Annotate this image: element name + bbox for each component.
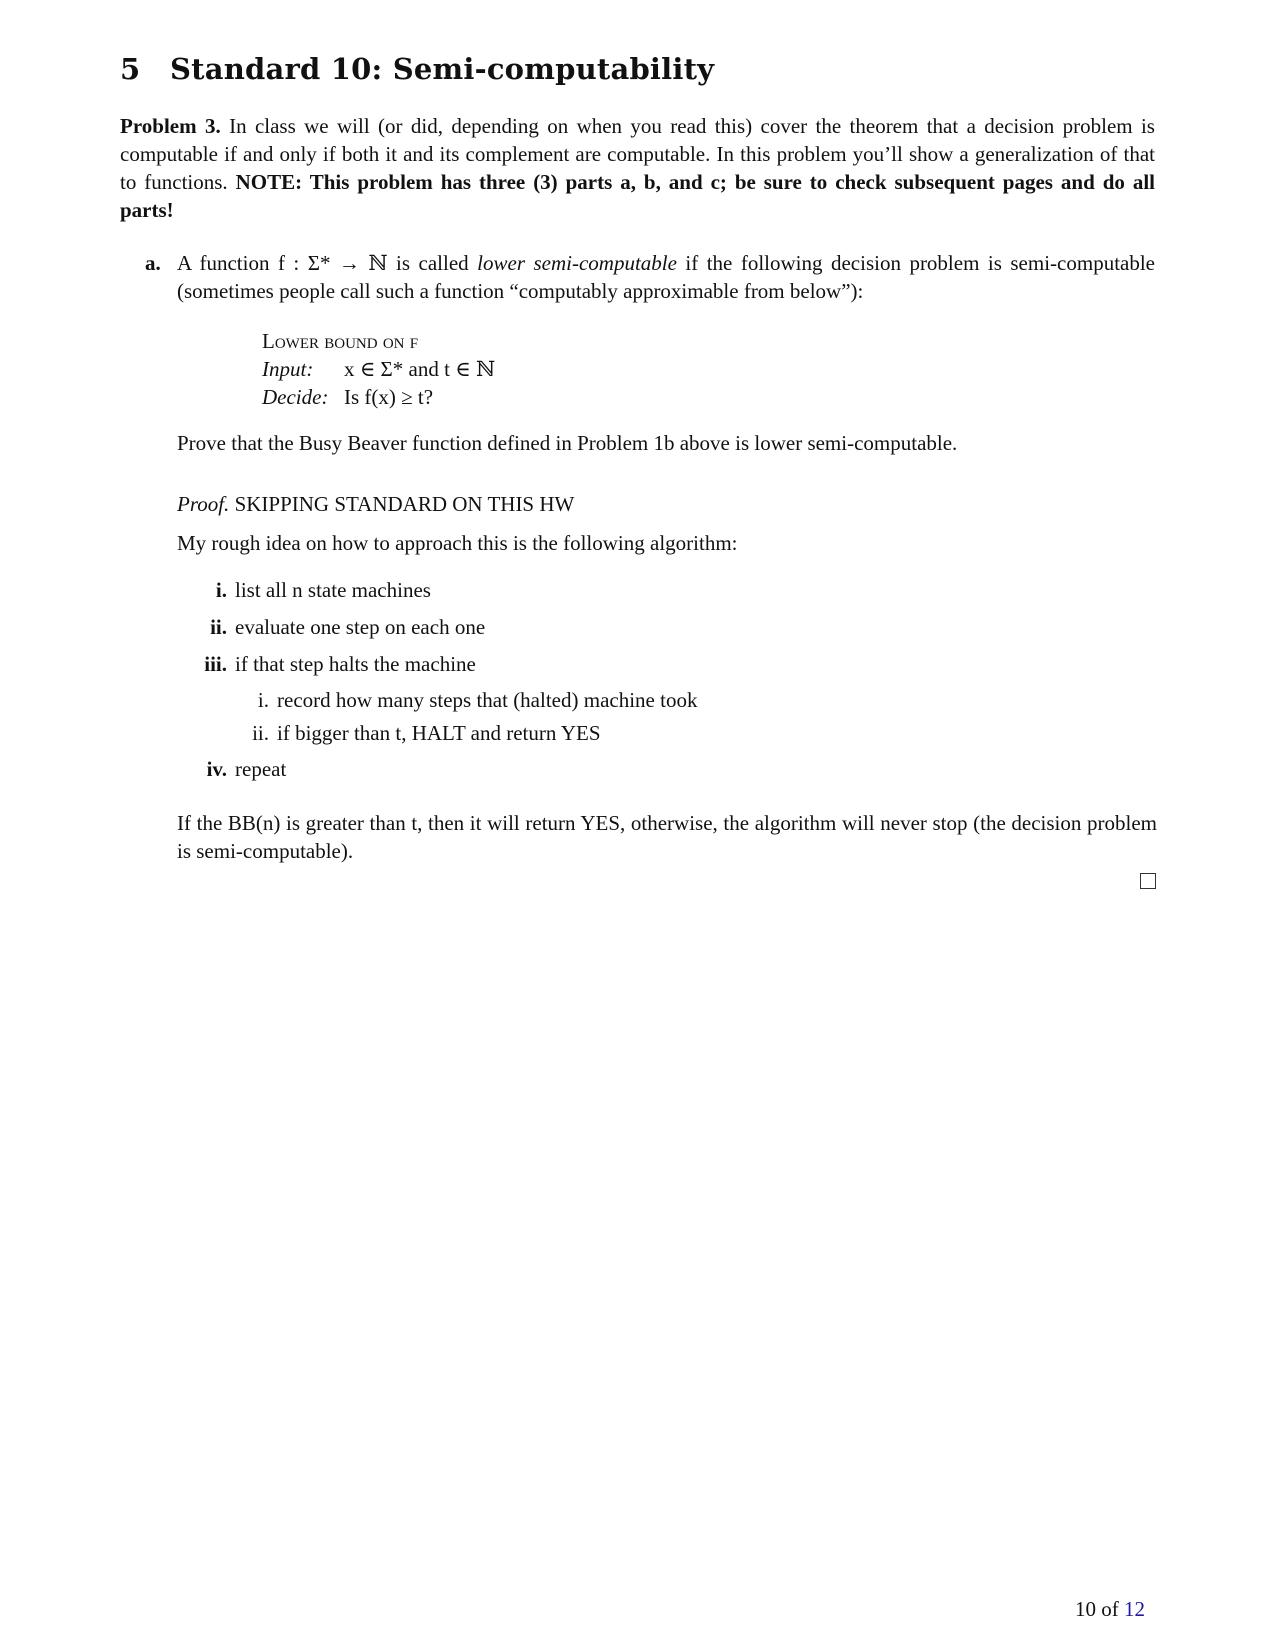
- input-key: Input:: [262, 357, 314, 381]
- section-heading: [120, 52, 714, 86]
- prove-statement: Prove that the Busy Beaver function defined in Problem 1b above is lower semi-computable.: [177, 431, 958, 455]
- sub-list-text: record how many steps that (halted) machine took: [277, 688, 698, 712]
- definition-text: A function f : Σ* → ℕ is called: [177, 251, 478, 275]
- sub-list-text: if bigger than t, HALT and return YES: [277, 721, 601, 745]
- part-a-label: a.: [145, 251, 161, 275]
- page-current: 10 of: [1075, 1597, 1124, 1621]
- proof-heading: [177, 490, 574, 518]
- list-text: evaluate one step on each one: [235, 615, 486, 639]
- problem-note: NOTE: This problem has three (3) parts a, b, and c; be sure to check subsequent pages and do all parts!: [120, 170, 1155, 222]
- list-text: if that step halts the machine: [235, 652, 476, 676]
- sub-list-marker: i.: [257, 688, 269, 712]
- decide-value: Is f(x) ≥ t?: [344, 385, 434, 409]
- decision-problem: [262, 327, 495, 411]
- list-marker: iv.: [206, 757, 227, 781]
- proof-label: Proof.: [177, 492, 230, 516]
- proof-text: SKIPPING STANDARD ON THIS HW: [229, 492, 575, 516]
- problem-statement: [120, 112, 1155, 224]
- section-number: 5: [120, 52, 141, 86]
- conclusion: If the BB(n) is greater than t, then it will return YES, otherwise, the algorithm will never stop (the decision problem is semi-computable).: [177, 811, 1157, 863]
- sub-list-marker: ii.: [252, 721, 269, 745]
- input-value: x ∈ Σ* and t ∈ ℕ: [344, 357, 496, 381]
- list-text: list all n state machines: [235, 578, 431, 602]
- decision-input-row: [262, 355, 495, 383]
- list-marker: i.: [215, 578, 227, 602]
- decision-decide-row: [262, 383, 495, 411]
- problem-label: Problem 3.: [120, 114, 221, 138]
- part-a: [145, 249, 1155, 305]
- definition-term: lower semi-computable: [477, 251, 677, 275]
- section-title: Standard 10: Semi-computability: [170, 52, 715, 86]
- problem-intro: In class we will (or did, depending on when you read this) cover the theorem that a decision problem is computable if and only if both it and its complement are computable. In this problem you’ll show a generalization of that to functions.: [120, 114, 1155, 194]
- list-marker: iii.: [204, 652, 227, 676]
- qed-square-icon: [1140, 873, 1156, 889]
- page-total-link[interactable]: 12: [1124, 1597, 1145, 1621]
- part-a-definition: [177, 249, 1155, 305]
- decide-key: Decide:: [262, 385, 329, 409]
- rough-idea: My rough idea on how to approach this is the following algorithm:: [177, 531, 738, 555]
- decision-problem-name: Lower bound on f: [262, 329, 419, 353]
- list-marker: ii.: [210, 615, 227, 639]
- page-number: [1075, 1597, 1145, 1622]
- list-text: repeat: [235, 757, 287, 781]
- definition-text-cont: if the following decision problem is semi-computable (sometimes people call such a function “computably approximable from below”):: [177, 251, 1156, 303]
